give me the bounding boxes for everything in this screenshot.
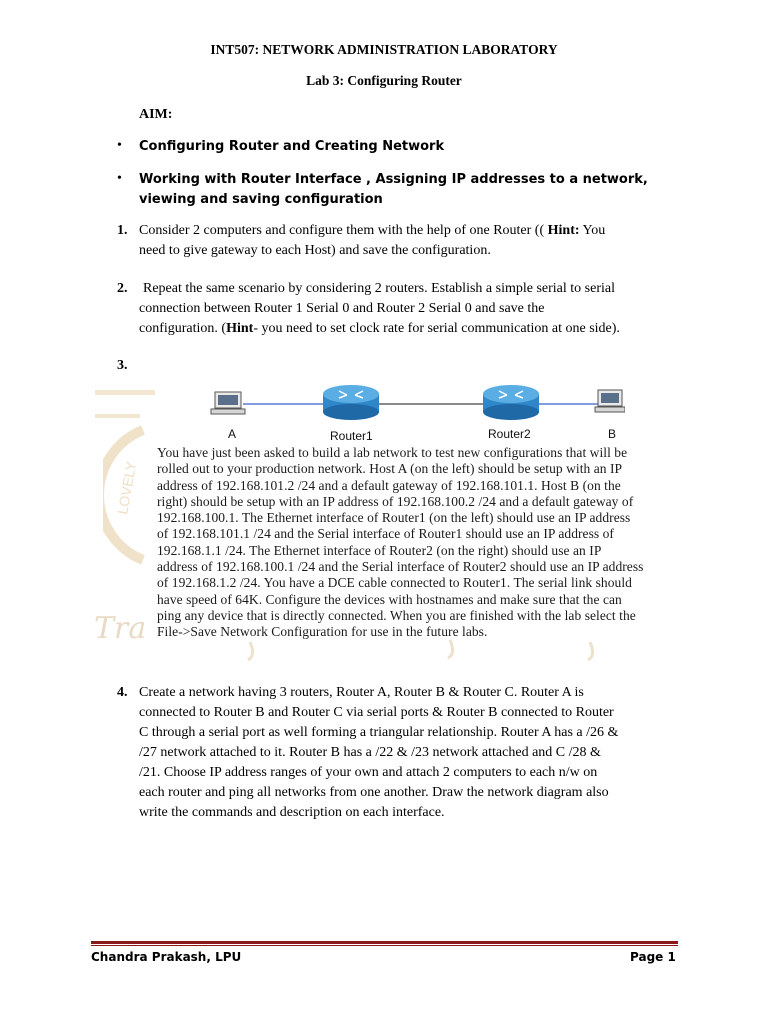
computer-b-icon xyxy=(595,390,625,412)
task-1-text: Consider 2 computers and configure them with the help of one Router (( xyxy=(139,223,545,238)
label-router2: Router2 xyxy=(488,427,531,441)
task-3-number: 3. xyxy=(117,358,128,373)
scenario-line: address of 192.168.101.2 /24 and a default gateway of 192.168.101.1. Host B (on the xyxy=(157,477,621,493)
task-4-number: 4. xyxy=(117,685,128,700)
label-router1: Router1 xyxy=(330,429,373,443)
watermark-bar xyxy=(95,390,155,395)
computer-a-icon xyxy=(211,392,245,414)
scenario-line: of 192.168.101.1 /24 and the Serial interface of Router1 should use an IP address of xyxy=(157,526,614,542)
bullet-icon: • xyxy=(117,138,122,153)
label-host-b: B xyxy=(608,427,617,441)
network-diagram xyxy=(205,380,625,430)
task-2-line-1: Repeat the same scenario by considering 2 routers. Establish a simple serial to serial xyxy=(143,281,615,296)
router2-icon xyxy=(483,385,539,420)
watermark-bar xyxy=(95,414,140,418)
scenario-line: right) should be setup with an IP address of 192.168.100.2 /24 and a default gateway of xyxy=(157,493,634,509)
task-2-text: configuration. ( xyxy=(139,321,227,336)
task-4-line: /27 network attached to it. Router B has a /22 & /23 network attached and C /28 & xyxy=(139,745,601,760)
label-host-a: A xyxy=(228,427,237,441)
router1-icon xyxy=(323,385,379,420)
footer-page: Page 1 xyxy=(630,950,676,964)
scenario-line: of 192.168.1.2 /24. You have a DCE cable connected to Router1. The serial link should xyxy=(157,575,632,591)
course-title: INT507: NETWORK ADMINISTRATION LABORATORY xyxy=(210,42,558,57)
task-1-line-1 xyxy=(139,221,605,241)
task-4-body xyxy=(139,683,618,823)
task-2-line-3 xyxy=(139,319,620,339)
watermark-text: LOVELY xyxy=(114,460,140,516)
task-1-hint: Hint: xyxy=(547,223,580,238)
task-2-hint: Hint xyxy=(226,321,254,336)
task-4-line: each router and ping all networks from one another. Draw the network diagram also xyxy=(139,785,609,800)
task-2-line-2: connection between Router 1 Serial 0 and Router 2 Serial 0 and save the xyxy=(139,301,545,316)
task-4-line: C through a serial port as well forming a triangular relationship. Router A has a /26 & xyxy=(139,725,619,740)
task-2-text-end: - you need to set clock rate for serial communication at one side). xyxy=(253,321,620,336)
scenario-line: File->Save Network Configuration for use in the future labs. xyxy=(157,624,488,640)
task-4-line: Create a network having 3 routers, Router A, Router B & Router C. Router A is xyxy=(139,685,584,700)
scenario-line: 192.168.100.1. The Ethernet interface of Router1 (on the left) should use an IP address xyxy=(157,510,631,526)
scenario-line: 192.168.1.1 /24. The Ethernet interface of Router2 (on the right) should use an IP xyxy=(157,542,602,558)
task-1-text-end: You xyxy=(582,223,606,238)
bullet-icon: • xyxy=(117,171,122,186)
scenario-line: You have just been asked to build a lab network to test new configurations that will be xyxy=(157,445,628,460)
task-4-line: /21. Choose IP address ranges of your own and attach 2 computers to each n/w on xyxy=(139,765,598,780)
scenario-text xyxy=(157,445,687,641)
lab-title: Lab 3: Configuring Router xyxy=(306,73,462,88)
footer-rule xyxy=(91,941,678,944)
watermark-strokes xyxy=(150,637,670,665)
task-2-number: 2. xyxy=(117,281,128,296)
task-4-line: write the commands and description on each interface. xyxy=(139,805,445,820)
footer-rule-thin xyxy=(91,945,678,946)
aim-bullet-2: Working with Router Interface , Assigning IP addresses to a network, xyxy=(139,172,648,187)
scenario-line: rolled out to your production network. Host A (on the left) should be setup with an IP xyxy=(157,461,623,477)
task-1-number: 1. xyxy=(117,223,128,238)
task-1-line-2: need to give gateway to each Host) and save the configuration. xyxy=(139,243,491,258)
aim-bullet-1: Configuring Router and Creating Network xyxy=(139,139,445,154)
watermark-script: Tra xyxy=(94,611,147,646)
task-4-line: connected to Router B and Router C via serial ports & Router B connected to Router xyxy=(139,705,614,720)
scenario-line: address of 192.168.100.1 /24 and the Serial interface of Router2 should use an IP address xyxy=(157,559,644,575)
aim-bullet-2-cont: viewing and saving configuration xyxy=(139,192,383,207)
aim-label: AIM: xyxy=(139,107,173,122)
footer-author: Chandra Prakash, LPU xyxy=(91,950,242,964)
scenario-line: have speed of 64K. Configure the devices with hostnames and make sure that the can xyxy=(157,591,622,607)
scenario-line: ping any device that is directly connected. When you are finished with the lab select the xyxy=(157,607,636,623)
